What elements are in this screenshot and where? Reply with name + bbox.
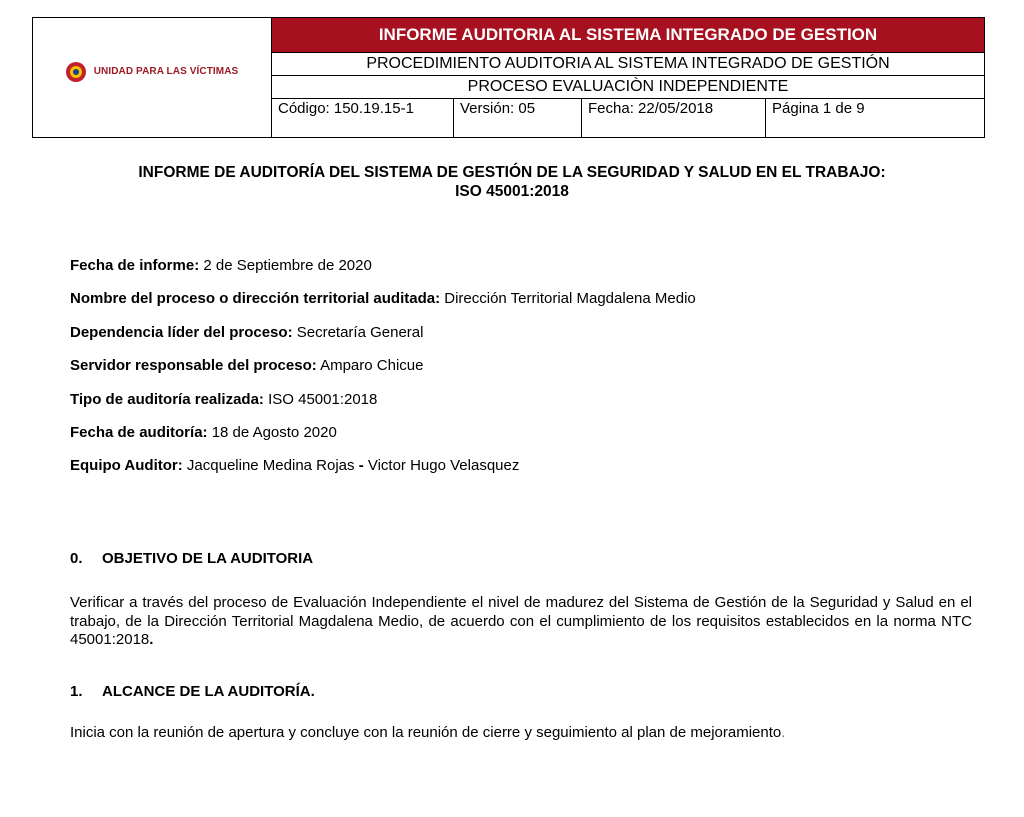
logo-emblem-icon xyxy=(66,62,86,82)
field-label: Tipo de auditoría realizada: xyxy=(70,390,264,408)
document-title xyxy=(60,163,964,201)
field-value: ISO 45001:2018 xyxy=(263,390,378,408)
logo-cell xyxy=(33,18,272,138)
document-title-line-2: ISO 45001:2018 xyxy=(455,183,569,200)
report-title: INFORME AUDITORIA AL SISTEMA INTEGRADO DE GESTION xyxy=(272,18,985,53)
field-label: Equipo Auditor: xyxy=(70,457,183,475)
field-lead-department xyxy=(70,324,970,342)
field-value: 18 de Agosto 2020 xyxy=(207,423,337,441)
field-audited-process xyxy=(70,290,970,308)
section-text-objective xyxy=(70,594,972,650)
field-value: 2 de Septiembre de 2020 xyxy=(199,257,372,274)
procedure-name: PROCEDIMIENTO AUDITORIA AL SISTEMA INTEGRADO DE GESTIÓN xyxy=(272,53,985,76)
field-label: Fecha de informe: xyxy=(70,257,200,274)
document-code: Código: 150.19.15-1 xyxy=(272,99,454,138)
paragraph-text: Inicia con la reunión de apertura y concluye con la reunión de cierre y seguimiento al plan de mejoramiento xyxy=(70,724,782,741)
field-audit-type xyxy=(70,391,970,409)
field-label: Dependencia líder del proceso: xyxy=(70,323,293,341)
paragraph-end: . xyxy=(149,631,154,648)
field-report-date xyxy=(70,257,970,275)
section-heading-objective xyxy=(70,550,313,568)
document-date: Fecha: 22/05/2018 xyxy=(582,99,766,138)
report-fields xyxy=(70,257,970,491)
team-member: Victor Hugo Velasquez xyxy=(363,457,520,475)
team-separator: - xyxy=(358,457,364,475)
paragraph-text: Verificar a través del proceso de Evaluación Independiente el nivel de madurez del Sistema de Gestión de la Seguridad y Salud en el trabajo, de la Dirección Territorial Magdalena Medio, de acuerdo con el cumplimiento de los requisitos establecidos en la norma NTC 45001:2018 xyxy=(70,594,972,648)
field-audit-team xyxy=(70,457,970,475)
field-label: Fecha de auditoría: xyxy=(70,423,208,441)
section-text-scope xyxy=(70,724,972,743)
team-member: Jacqueline Medina Rojas xyxy=(182,457,359,475)
paragraph-end: . xyxy=(781,724,786,741)
section-title: OBJETIVO DE LA AUDITORIA xyxy=(102,550,314,567)
field-audit-date xyxy=(70,424,970,442)
logo-text: UNIDAD PARA LAS VÍCTIMAS xyxy=(93,66,239,77)
field-value: Secretaría General xyxy=(292,323,424,341)
document-title-line-1: INFORME DE AUDITORÍA DEL SISTEMA DE GESTIÓN DE LA SEGURIDAD Y SALUD EN EL TRABAJO: xyxy=(138,164,886,181)
field-value: Dirección Territorial Magdalena Medio xyxy=(440,290,696,308)
page-number: Página 1 de 9 xyxy=(766,99,985,138)
section-number: 0. xyxy=(70,550,83,567)
process-name: PROCESO EVALUACIÒN INDEPENDIENTE xyxy=(272,76,985,99)
document-version: Versión: 05 xyxy=(454,99,582,138)
section-number: 1. xyxy=(70,683,83,700)
section-heading-scope xyxy=(70,683,315,701)
field-label: Nombre del proceso o dirección territorial auditada: xyxy=(70,290,441,308)
field-value: Amparo Chicue xyxy=(316,357,424,375)
section-title: ALCANCE DE LA AUDITORÍA. xyxy=(102,683,315,700)
organization-logo xyxy=(66,62,239,82)
field-responsible-officer xyxy=(70,357,970,375)
field-label: Servidor responsable del proceso: xyxy=(70,357,317,375)
document-header xyxy=(32,17,985,138)
